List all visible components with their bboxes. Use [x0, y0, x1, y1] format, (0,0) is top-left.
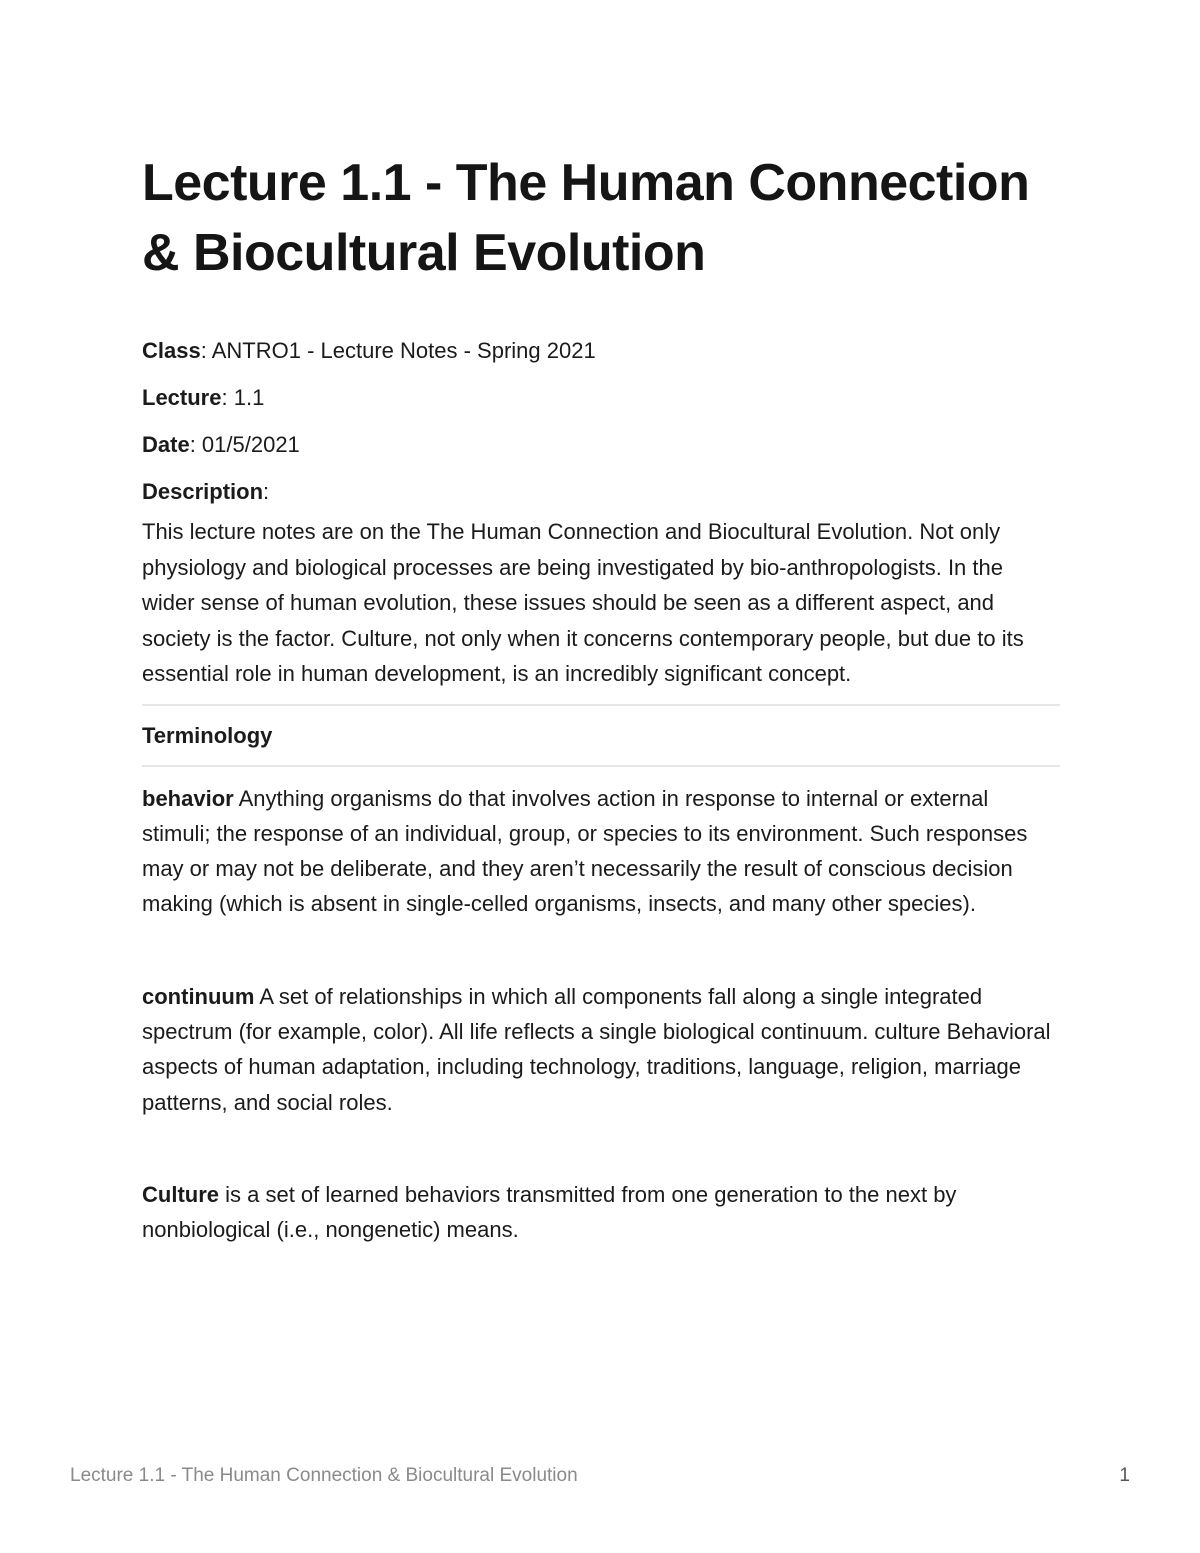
property-value: ANTRO1 - Lecture Notes - Spring 2021: [211, 338, 596, 363]
property-key: Description: [142, 479, 264, 504]
property-key: Lecture: [142, 385, 222, 410]
term-entry-continuum: [142, 979, 1054, 1120]
property-lecture: Lecture: 1.1: [142, 385, 265, 410]
page-footer: [70, 1463, 1130, 1489]
section-heading-terminology: Terminology: [142, 722, 273, 748]
term-definition: Anything organisms do that involves action in response to internal or external stimuli; the response of an individual, group, or species to its environment. Such responses may or may not be deliberate, and they aren’t necessarily the result of conscious decision making (which is absent in single-celled organisms, insects, and many other species).: [142, 785, 1028, 917]
term-definition: A set of relationships in which all components fall along a single integrated spectrum (for example, color). All life reflects a single biological continuum. culture Behavioral aspects of human adaptation, including technology, traditions, language, religion, marriage patterns, and social roles.: [142, 983, 1051, 1115]
page-number: 1: [1119, 1465, 1130, 1486]
property-key: Class: [142, 338, 201, 363]
term-word: behavior: [142, 785, 234, 811]
term-definition: is a set of learned behaviors transmitted from one generation to the next by nonbiological (i.e., nongenetic) means.: [142, 1181, 957, 1243]
property-date: Date: 01/5/2021: [142, 432, 300, 457]
property-key: Date: [142, 432, 190, 457]
properties-list: [142, 336, 1060, 507]
term-word: Culture: [142, 1181, 219, 1207]
property-class: Class: ANTRO1 - Lecture Notes - Spring 2021: [142, 338, 596, 363]
document-title: Lecture 1.1 - The Human Connection & Biocultural Evolution: [142, 154, 1030, 282]
footer-title: Lecture 1.1 - The Human Connection & Biocultural Evolution: [70, 1465, 578, 1486]
divider: [142, 765, 1060, 767]
term-entry-culture: [142, 1177, 1054, 1248]
description-text: This lecture notes are on the The Human Connection and Biocultural Evolution. Not only physiology and biological processes are being investigated by bio-anthropologists. In the wider sense of human evolution, these issues should be seen as a different aspect, and society is the factor. Culture, not only when it concerns contemporary people, but due to its essential role in human development, is an incredibly significant concept.: [142, 519, 1024, 686]
term-word: continuum: [142, 983, 255, 1009]
property-value: 1.1: [233, 385, 265, 410]
document-page: [142, 148, 1060, 1247]
property-value: 01/5/2021: [201, 432, 300, 457]
term-entry-behavior: [142, 781, 1054, 922]
property-description: Description:: [142, 479, 270, 504]
